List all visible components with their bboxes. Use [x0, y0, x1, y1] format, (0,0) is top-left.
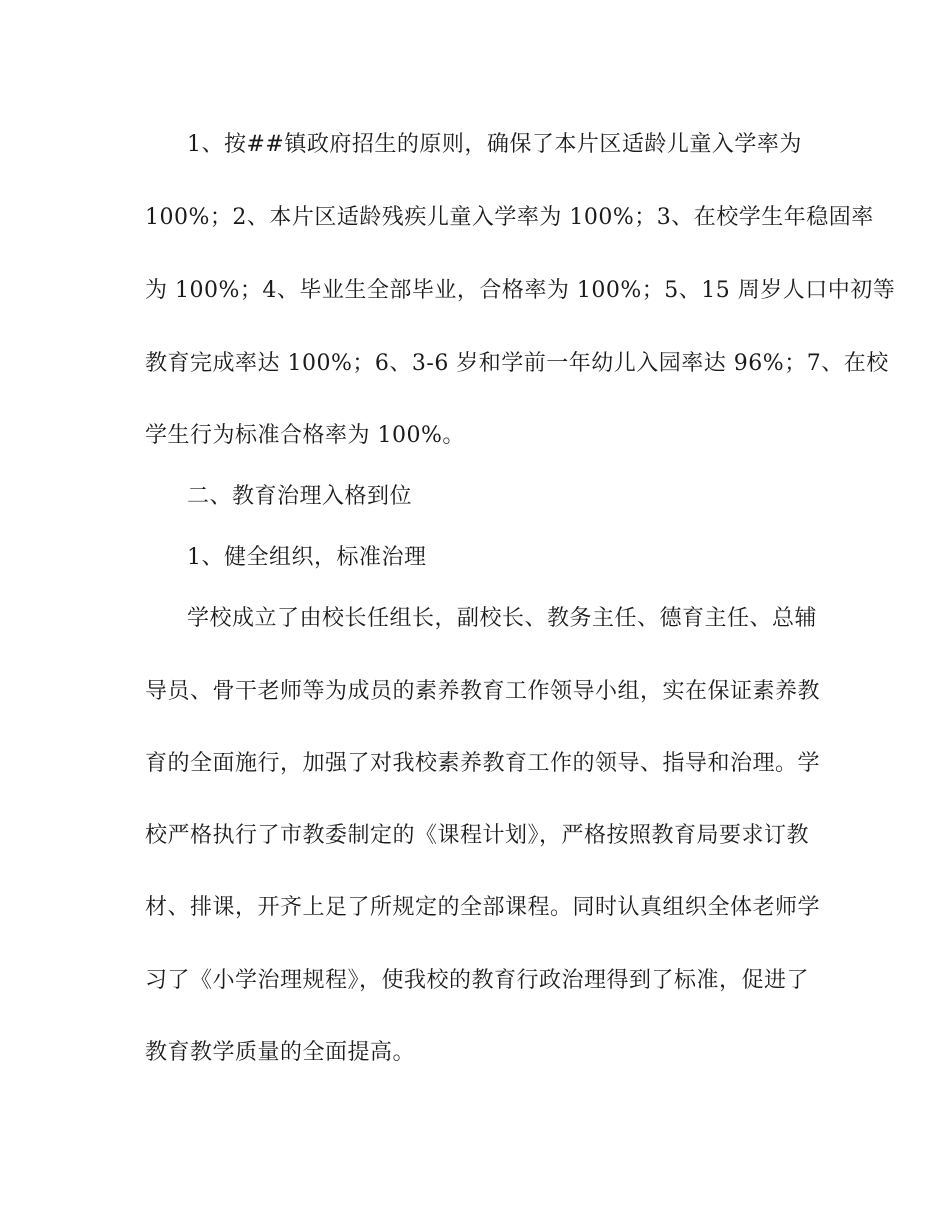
section-heading: 二、教育治理入格到位: [187, 484, 413, 509]
paragraph-line-9: 导员、骨干老师等为成员的素养教育工作领导小组，实在保证素养教: [145, 679, 821, 704]
paragraph-line-11: 校严格执行了市教委制定的《课程计划》，严格按照教育局要求订教: [145, 823, 810, 848]
paragraph-line-14: 教育教学质量的全面提高。: [145, 1040, 416, 1065]
paragraph-line-8: 学校成立了由校长任组长，副校长、教务主任、德育主任、总辅: [187, 606, 818, 631]
subsection-heading: 1、健全组织，标准治理: [187, 545, 427, 570]
paragraph-line-10: 育的全面施行，加强了对我校素养教育工作的领导、指导和治理。学: [145, 751, 821, 776]
paragraph-line-4: 教育完成率达 100%；6、3-6 岁和学前一年幼儿入园率达 96%；7、在校: [145, 351, 889, 376]
paragraph-line-2: 100%；2、本片区适龄残疾儿童入学率为 100%；3、在校学生年稳固率: [145, 205, 874, 230]
paragraph-line-12: 材、排课，开齐上足了所规定的全部课程。同时认真组织全体老师学: [145, 895, 821, 920]
paragraph-line-13: 习了《小学治理规程》，使我校的教育行政治理得到了标准，促进了: [145, 968, 810, 993]
paragraph-line-3: 为 100%；4、毕业生全部毕业，合格率为 100%；5、15 周岁人口中初等: [145, 278, 896, 303]
paragraph-line-1: 1、按##镇政府招生的原则，确保了本片区适龄儿童入学率为: [187, 132, 802, 157]
paragraph-line-5: 学生行为标准合格率为 100%。: [145, 423, 465, 448]
